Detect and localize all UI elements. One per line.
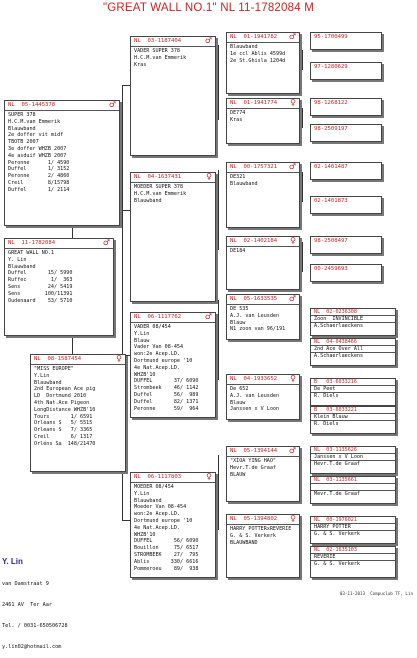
card-header xyxy=(227,237,299,247)
detail-line: DE184 xyxy=(230,248,246,254)
connector-line xyxy=(302,172,303,202)
ring-number: NL 03-1135626 xyxy=(311,447,395,454)
card-header xyxy=(131,473,215,483)
gen3-card[interactable] xyxy=(226,374,300,420)
card-details xyxy=(227,457,299,479)
connector-line xyxy=(302,50,303,70)
detail-line: "MISS EUROPE" xyxy=(34,366,74,372)
gen4-card[interactable] xyxy=(310,196,382,214)
detail-line: Blauwband xyxy=(8,263,36,270)
card-header xyxy=(227,515,299,525)
detail-line: A.J. van Leusden xyxy=(230,392,280,399)
detail-line: Blauw xyxy=(230,399,246,406)
detail-line: Pommeroeu 89/ 938 xyxy=(134,565,199,572)
card-header xyxy=(227,99,299,109)
detail-line: Orléans S 5/ 5515 xyxy=(34,420,93,427)
detail-line: GREAT WALL NO.1 xyxy=(8,250,55,256)
ring-number: NL 02-1635103 xyxy=(311,547,395,554)
ring-number: NL 03-1135661 xyxy=(311,477,395,484)
ring-number: NL 04-0438466 xyxy=(311,339,395,346)
dam-header xyxy=(31,355,125,365)
ring-number: NL 02-1402184 xyxy=(230,238,278,244)
detail-line: H.C.M.van Emmerik xyxy=(8,118,61,125)
ring-number: 02-1401487 xyxy=(314,164,348,170)
detail-line: Peronne 1/ 4590 xyxy=(8,159,70,166)
detail-line: H.C.M.van Emmerik xyxy=(134,190,187,197)
detail-line: Blauwband xyxy=(230,44,258,50)
dam-dam-card[interactable] xyxy=(130,472,216,578)
detail-line: 4e Nat.Acep.LD. xyxy=(134,524,181,531)
pedigree-title: "GREAT WALL NO.1" NL 11-1782084 M xyxy=(103,2,314,14)
sex-icon: ♂ xyxy=(288,32,296,41)
detail-line: G. & S. Verkerk xyxy=(314,531,361,537)
detail-line: Y.Lin xyxy=(34,372,50,379)
ring-number: B 03-6033216 xyxy=(311,379,395,386)
ring-number: NL 06-1117762 xyxy=(134,314,182,320)
detail-line: SUPER 378 xyxy=(8,112,36,118)
detail-line: Hevr.T.de Graaf xyxy=(230,464,277,471)
ring-number: 98-1268122 xyxy=(314,100,348,106)
detail-line: DE774 xyxy=(230,110,246,116)
detail-line: H.C.M.van Emmerik xyxy=(134,54,187,61)
ring-number: NL 05-1633535 xyxy=(230,296,278,302)
detail-line: Hevr.T.de Graaf xyxy=(314,461,361,467)
detail-line: DUFFEL 56/ 6090 xyxy=(134,538,199,545)
connector-line xyxy=(218,455,219,530)
card-details xyxy=(227,173,299,189)
card-header xyxy=(227,375,299,385)
detail-line: 2nd European Ace pig xyxy=(34,386,96,393)
detail-line: Oudenaard 53/ 5710 xyxy=(8,297,73,304)
ring-number: NL 00-1976021 xyxy=(311,517,395,524)
card-details xyxy=(227,305,299,334)
gen4-card[interactable] xyxy=(310,162,382,180)
sex-icon: ♂ xyxy=(204,36,212,45)
detail-line: MOEDER SUPER 378 xyxy=(134,184,184,190)
detail-line: 4th Nat.Ace Pigeon xyxy=(34,399,90,406)
detail-line: Blauwband xyxy=(34,379,62,386)
card-details xyxy=(227,525,299,547)
detail-line: Duffel 15/ 5990 xyxy=(8,270,73,277)
owner-line: 2461 AV Ter Aar xyxy=(2,602,52,608)
detail-line: Duffel 82/ 1371 xyxy=(134,398,199,405)
gen4-card[interactable] xyxy=(310,546,396,578)
connector-line xyxy=(218,170,219,250)
detail-line: N1 zoon van 96/191 xyxy=(230,326,286,333)
detail-line: Peronne 2/ 4860 xyxy=(8,173,70,180)
ring-number: NL 01-1941782 xyxy=(230,34,278,40)
detail-line: WHZB'10 xyxy=(134,531,156,538)
card-details xyxy=(227,247,299,256)
detail-line: Kras xyxy=(230,116,243,123)
detail-line: 2nd Ace Over All xyxy=(311,346,395,353)
ring-number: NL 05-1445378 xyxy=(8,102,56,108)
card-details xyxy=(131,323,215,413)
ring-number: B 03-6033221 xyxy=(311,407,395,414)
sex-icon: ♀ xyxy=(206,172,212,181)
detail-line: "XIOA YING HAO" xyxy=(230,458,277,464)
detail-line: G. & S. Verkerk xyxy=(314,561,361,567)
ring-number: NL 04-1933652 xyxy=(230,376,278,382)
card-details xyxy=(227,109,299,125)
gen4-card[interactable] xyxy=(310,338,396,366)
detail-line: Orleans S 7/ 3365 xyxy=(34,427,93,434)
detail-line: 1e ccl Ablis 4599d xyxy=(230,50,286,57)
detail-line: Sens 100/11391 xyxy=(8,290,73,297)
card-details xyxy=(131,483,215,573)
gen3-card[interactable] xyxy=(226,446,300,502)
owner-phone: Tel. / 0031-650506728 xyxy=(2,623,68,629)
detail-line: VADER 08/454 xyxy=(134,324,171,330)
card-details xyxy=(131,183,215,205)
gen3-card[interactable] xyxy=(226,32,300,94)
connector-line xyxy=(218,300,219,380)
detail-line: Creil 8/15798 xyxy=(8,179,70,186)
card-header xyxy=(227,447,299,457)
detail-line: Ruffec 1/ 363 xyxy=(8,277,73,284)
connector-line xyxy=(218,45,219,120)
detail-line: Sens 24/ 5419 xyxy=(8,283,73,290)
sire-card[interactable] xyxy=(4,100,120,226)
ring-number: 97-1280629 xyxy=(314,64,348,70)
detail-line: Tours 1/ 6591 xyxy=(34,413,93,420)
detail-line: Orléns Sa 148/21470 xyxy=(34,440,96,447)
detail-line xyxy=(311,484,395,491)
gen4-card[interactable] xyxy=(310,378,396,406)
detail-line: BLAUW xyxy=(230,471,246,478)
sex-icon: ♂ xyxy=(204,312,212,321)
connector-line xyxy=(302,242,303,272)
gen4-card[interactable] xyxy=(310,264,382,282)
detail-line: A.Schaerlaeckens xyxy=(314,323,364,329)
detail-line: WHZB'10 xyxy=(134,371,156,378)
ring-number: NL 05-1394144 xyxy=(230,448,278,454)
detail-line: A.Schaerlaeckens xyxy=(314,353,364,359)
detail-line: 2e doffer vit midf xyxy=(8,132,64,139)
detail-line: Bouillon 75/ 6517 xyxy=(134,545,199,552)
sex-icon: ♂ xyxy=(102,238,110,247)
ring-number: 02-1401873 xyxy=(314,198,348,204)
gen3-card[interactable] xyxy=(226,98,300,144)
card-header xyxy=(227,33,299,43)
detail-line: Y.Lin xyxy=(134,330,150,337)
ring-number: NL 06-1117803 xyxy=(134,474,182,480)
subject-card[interactable] xyxy=(4,238,114,336)
dam-sire-card[interactable] xyxy=(130,312,216,418)
detail-line: R. Diels xyxy=(314,393,339,399)
sex-icon: ♀ xyxy=(290,236,296,245)
detail-line: R. Diels xyxy=(314,421,339,427)
card-header xyxy=(227,163,299,173)
sire-details xyxy=(5,111,119,195)
detail-line: BLAUWBAND xyxy=(230,539,258,546)
detail-line: REVERIE xyxy=(311,554,395,561)
gen4-card[interactable] xyxy=(310,62,382,80)
gen4-card[interactable] xyxy=(310,476,396,504)
gen4-card[interactable] xyxy=(310,446,396,474)
detail-line: G. & S. Verkerk xyxy=(230,532,277,539)
detail-line: won:2e Acep.LD. xyxy=(134,351,181,358)
detail-line: Blauwband xyxy=(8,125,36,132)
ring-number: 98-2509197 xyxy=(314,126,348,132)
subject-header xyxy=(5,239,113,249)
detail-line: Strombeek 46/ 1142 xyxy=(134,385,199,392)
gen3-card[interactable] xyxy=(226,294,300,340)
gen4-card[interactable] xyxy=(310,124,382,142)
detail-line: Janssen x V Loon xyxy=(311,454,395,461)
ring-number: 98-2508497 xyxy=(314,238,348,244)
detail-line: Kras xyxy=(134,61,147,68)
owner-line: van Damstraat 9 xyxy=(2,581,49,587)
detail-line: Moeder Van 08-454 xyxy=(134,504,187,511)
detail-line: Blauw xyxy=(134,337,150,344)
detail-line: STROMBEEK 27/ 795 xyxy=(134,551,199,558)
connector-line xyxy=(72,336,73,354)
gen4-card[interactable] xyxy=(310,308,396,336)
detail-line: A.J. van Leusden xyxy=(230,312,280,319)
detail-line: 4e asduif WHZB 2007 xyxy=(8,152,67,159)
detail-line: Duffel 1/ 3152 xyxy=(8,166,70,173)
detail-line: MOEDER 08/454 xyxy=(134,484,174,490)
detail-line: LongDistance WHZB'10 xyxy=(34,406,96,413)
detail-line: TBOTB 2007 xyxy=(8,139,39,146)
detail-line: Blauwband xyxy=(134,497,162,504)
owner-name: Y. Lin xyxy=(2,557,23,566)
ring-number: NL 01-1941774 xyxy=(230,100,278,106)
sire-dam-card[interactable] xyxy=(130,172,216,302)
detail-line: Duffel 56/ 989 xyxy=(134,391,199,398)
ring-number: 95-1700499 xyxy=(314,34,348,40)
owner-info xyxy=(2,543,68,658)
detail-line: DE321 xyxy=(230,174,246,180)
sex-icon: ♂ xyxy=(108,100,116,109)
detail-line: Dortmund europe '10 xyxy=(134,357,193,364)
sex-icon: ♀ xyxy=(290,374,296,383)
detail-line: Mevr.T.de Graaf xyxy=(314,491,361,497)
detail-line: Y. Lin xyxy=(8,256,27,263)
ring-number: NL 05-1394802 xyxy=(230,516,278,522)
card-details xyxy=(131,47,215,69)
ring-number: 00-2459693 xyxy=(314,266,348,272)
ring-number: NL 00-1757321 xyxy=(230,164,278,170)
detail-line: 3e doffer WHZB 2007 xyxy=(8,145,67,152)
card-details xyxy=(227,43,299,65)
detail-line: 2e St.Ghisla 1204d xyxy=(230,57,286,64)
footer-credit: 03-11-2013 Compuclub TF, Lin xyxy=(339,591,413,596)
connector-line xyxy=(122,85,130,86)
ring-number: NL 04-1637431 xyxy=(134,174,182,180)
gen4-card[interactable] xyxy=(310,236,382,254)
detail-line: Creil 6/ 1317 xyxy=(34,433,93,440)
detail-line: Janssen x V Loon xyxy=(230,406,280,413)
detail-line: Y.Lin xyxy=(134,490,150,497)
dam-details xyxy=(31,365,125,449)
card-header xyxy=(227,295,299,305)
detail-line: 4e Nat.Acep.LD. xyxy=(134,364,181,371)
detail-line: LD Dortmund 2010 xyxy=(34,393,87,400)
sex-icon: ♀ xyxy=(116,354,122,363)
connector-line xyxy=(122,85,123,355)
gen4-card[interactable] xyxy=(310,98,382,116)
ring-number: NL 02-0236308 xyxy=(311,309,395,316)
detail-line: Duffel 1/ 2114 xyxy=(8,186,70,193)
gen4-card[interactable] xyxy=(310,406,396,434)
detail-line: De 652 xyxy=(230,386,249,392)
gen4-card[interactable] xyxy=(310,32,382,50)
gen3-card[interactable] xyxy=(226,162,300,228)
gen4-card[interactable] xyxy=(310,516,396,544)
gen3-card[interactable] xyxy=(226,236,300,290)
connector-line xyxy=(302,108,303,128)
card-details xyxy=(227,385,299,414)
owner-email[interactable]: y.lin02@hotmail.com xyxy=(2,644,62,650)
detail-line: Blauw xyxy=(230,319,246,326)
detail-line: Klein Blauw xyxy=(311,414,395,421)
sex-icon: ♀ xyxy=(290,514,296,523)
detail-line: VADER SUPER 378 xyxy=(134,48,181,54)
gen3-card[interactable] xyxy=(226,514,300,578)
ring-number: NL 11-1782084 xyxy=(8,240,56,246)
sex-icon: ♂ xyxy=(288,446,296,455)
detail-line: HARRY POTTER xyxy=(311,524,395,531)
detail-line: Zoon INVINCIBLE xyxy=(311,316,395,323)
detail-line: HARRY POTTERxREVERIE xyxy=(230,526,292,532)
card-header xyxy=(131,37,215,47)
sire-sire-card[interactable] xyxy=(130,36,216,156)
detail-line: Dortmund europe '10 xyxy=(134,517,193,524)
detail-line: Peronne 59/ 964 xyxy=(134,405,199,412)
sex-icon: ♂ xyxy=(288,294,296,303)
detail-line: Vader Van 08-454 xyxy=(134,344,184,351)
connector-line xyxy=(122,520,130,521)
sire-header xyxy=(5,101,119,111)
detail-line: De Peet xyxy=(311,386,395,393)
sex-icon: ♂ xyxy=(288,162,296,171)
detail-line: DE 535 xyxy=(230,306,249,312)
dam-card[interactable] xyxy=(30,354,126,472)
sex-icon: ♀ xyxy=(290,98,296,107)
detail-line: Blauwband xyxy=(230,180,258,187)
card-header xyxy=(131,313,215,323)
ring-number: NL 08-1587454 xyxy=(34,356,82,362)
sex-icon: ♀ xyxy=(206,472,212,481)
detail-line: Blauwband xyxy=(134,197,162,204)
card-header xyxy=(131,173,215,183)
detail-line: won:2e Acep.LD. xyxy=(134,511,181,518)
ring-number: NL 03-1187404 xyxy=(134,38,182,44)
connector-line xyxy=(122,210,130,211)
subject-details xyxy=(5,249,113,305)
detail-line: Ablis 330/ 6616 xyxy=(134,558,199,565)
detail-line: DUFFEL 37/ 6090 xyxy=(134,378,199,385)
